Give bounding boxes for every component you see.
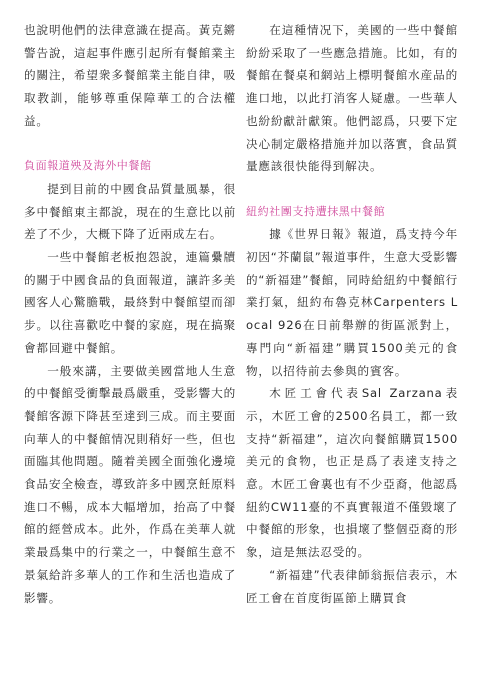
left-paragraph-1: 也說明他們的法律意識在提高。黃克鏘警告說，這起事件應引起所有餐館業主的關注，希望衆多餐館業主能自律，吸取教訓，能够尊重保障華工的合法權益。 xyxy=(24,23,236,128)
right-paragraph-4: “新福建”代表律師翁振信表示，木匠工會在首度街區節上購買食 xyxy=(246,567,458,605)
right-paragraph-2: 據《世界日報》報道，爲支持今年初因“芥蘭鼠”報道事件，生意大受影響的“新福建”餐館，同時給紐約中餐館行業打氣，紐約布魯克林Carpenters Local 926在日前舉辦的街區派對上，專門向“新福建”購買1500美元的食物，以招待前去參與的賓客。 xyxy=(246,227,458,378)
left-column xyxy=(24,19,236,609)
left-paragraph-3: 一些中餐館老板抱怨說，連篇纍牘的關于中國食品的負面報道，讓許多美國客人心驚膽戰，最終對中餐館望而卻步。以往喜歡吃中餐的家庭，現在搞聚會都回避中餐館。 xyxy=(24,250,236,355)
right-column xyxy=(246,19,458,609)
left-paragraph-4: 一般來講，主要做美國當地人生意的中餐館受衝擊最爲嚴重，受影響大的餐館客源下降甚至達到三成。而主要面向華人的中餐館情况則稍好一些，但也面臨其他問題。隨着美國全面強化邊境食品安全檢查，導致許多中國烹飪原料進口不暢，成本大幅增加，抬高了中餐館的經營成本。此外，作爲在美華人就業最爲集中的行業之一，中餐館生意不景氣給許多華人的工作和生活也造成了影響。 xyxy=(24,363,236,605)
left-paragraph-2: 提到目前的中國食品質量風暴，很多中餐館東主都說，現在的生意比以前差了不少，大概下降了近兩成左右。 xyxy=(24,181,236,242)
section-spacer xyxy=(246,178,458,201)
right-section-heading: 紐約社團支持遭抹黑中餐館 xyxy=(246,204,386,218)
section-spacer xyxy=(24,133,236,156)
left-section-heading: 負面報道殃及海外中餐館 xyxy=(24,159,152,173)
right-paragraph-3: 木匠工會代表Sal Zarzana表示，木匠工會的2500名員工，都一致支持“新福建”，這次向餐館購買1500美元的食物，也正是爲了表達支持之意。木匠工會裏也有不少亞裔，他認爲紐約CW11臺的不真實報道不僅毀壞了中餐館的形象，也損壞了整個亞裔的形象，這是無法忍受的。 xyxy=(246,386,458,560)
right-paragraph-1: 在這種情况下，美國的一些中餐館紛紛采取了一些應急措施。比如，有的餐館在餐桌和網站上標明餐館水産品的進口地，以此打消客人疑慮。一些華人也紛紛獻計獻策。他們認爲，只要下定决心制定嚴格措施并加以落實，食品質量應該很快能得到解决。 xyxy=(246,23,458,174)
